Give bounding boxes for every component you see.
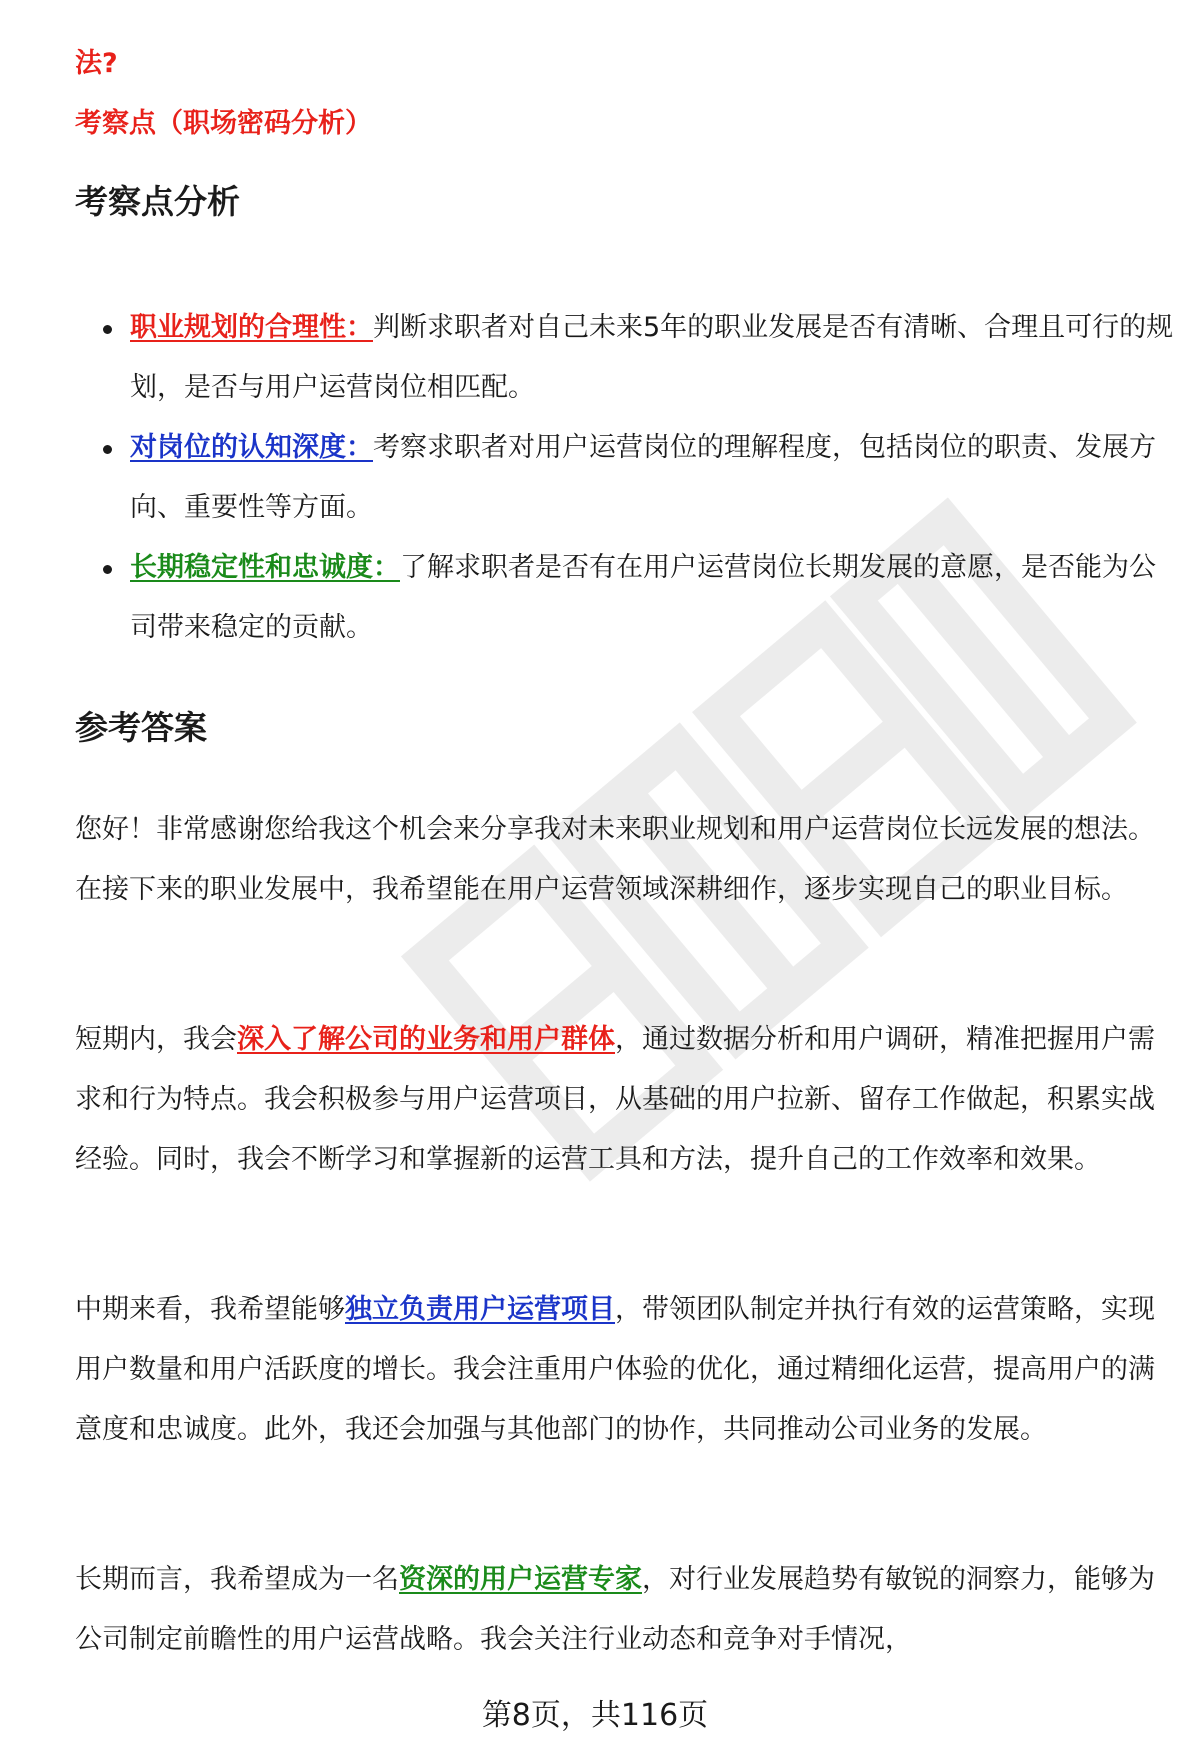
highlight-text: 长期稳定性和忠诚度： [130,552,400,583]
paragraph-text: ，对行业发展趋势有敏锐的洞察力，能够为公司制定前瞻性的用户运营战略。我会关注行业动态和竞争对手情况， [75,1564,1155,1655]
section-title-answer: 参考答案 [75,708,207,747]
highlight-text: 职业规划的合理性： [130,312,373,343]
paragraph-text: ，通过数据分析和用户调研，精准把握用户需求和行为特点。我会积极参与用户运营项目，从基础的用户拉新、留存工作做起，积累实战经验。同时，我会不断学习和掌握新的运营工具和方法，提升自己的工作效率和效果。 [75,1024,1155,1175]
header-line-1: 法? [75,48,118,79]
list-item [75,418,1175,538]
list-item [75,298,1175,418]
paragraph-text: ，带领团队制定并执行有效的运营策略，实现用户数量和用户活跃度的增长。我会注重用户体验的优化，通过精细化运营，提高用户的满意度和忠诚度。此外，我还会加强与其他部门的协作，共同推动公司业务的发展。 [75,1294,1155,1445]
analysis-list [75,298,1175,658]
list-item [75,538,1175,658]
answer-paragraph-3 [75,1280,1165,1460]
header-line-2: 考察点（职场密码分析） [75,108,372,139]
highlight-text: 对岗位的认知深度： [130,432,373,463]
highlight-text: 资深的用户运营专家 [399,1564,642,1595]
paragraph-text: 中期来看，我希望能够 [75,1294,345,1325]
section-title-analysis: 考察点分析 [75,182,240,221]
paragraph-text: 长期而言，我希望成为一名 [75,1564,399,1595]
highlight-text: 深入了解公司的业务和用户群体 [237,1024,615,1055]
item-text: 考察求职者对用户运营岗位的理解程度，包括岗位的职责、发展方向、重要性等方面。 [130,432,1156,523]
answer-paragraph-4 [75,1550,1165,1670]
bullet-icon [103,445,112,454]
bullet-icon [103,325,112,334]
item-text: 判断求职者对自己未来5年的职业发展是否有清晰、合理且可行的规划，是否与用户运营岗位相匹配。 [130,312,1174,403]
bullet-icon [103,565,112,574]
answer-paragraph-1: 您好！非常感谢您给我这个机会来分享我对未来职业规划和用户运营岗位长远发展的想法。在接下来的职业发展中，我希望能在用户运营领域深耕细作，逐步实现自己的职业目标。 [75,814,1155,905]
highlight-text: 独立负责用户运营项目 [345,1294,615,1325]
paragraph-text: 短期内，我会 [75,1024,237,1055]
answer-paragraph-2 [75,1010,1165,1190]
page-footer: 第8页，共116页 [481,1698,709,1733]
item-text: 了解求职者是否有在用户运营岗位长期发展的意愿，是否能为公司带来稳定的贡献。 [130,552,1156,643]
